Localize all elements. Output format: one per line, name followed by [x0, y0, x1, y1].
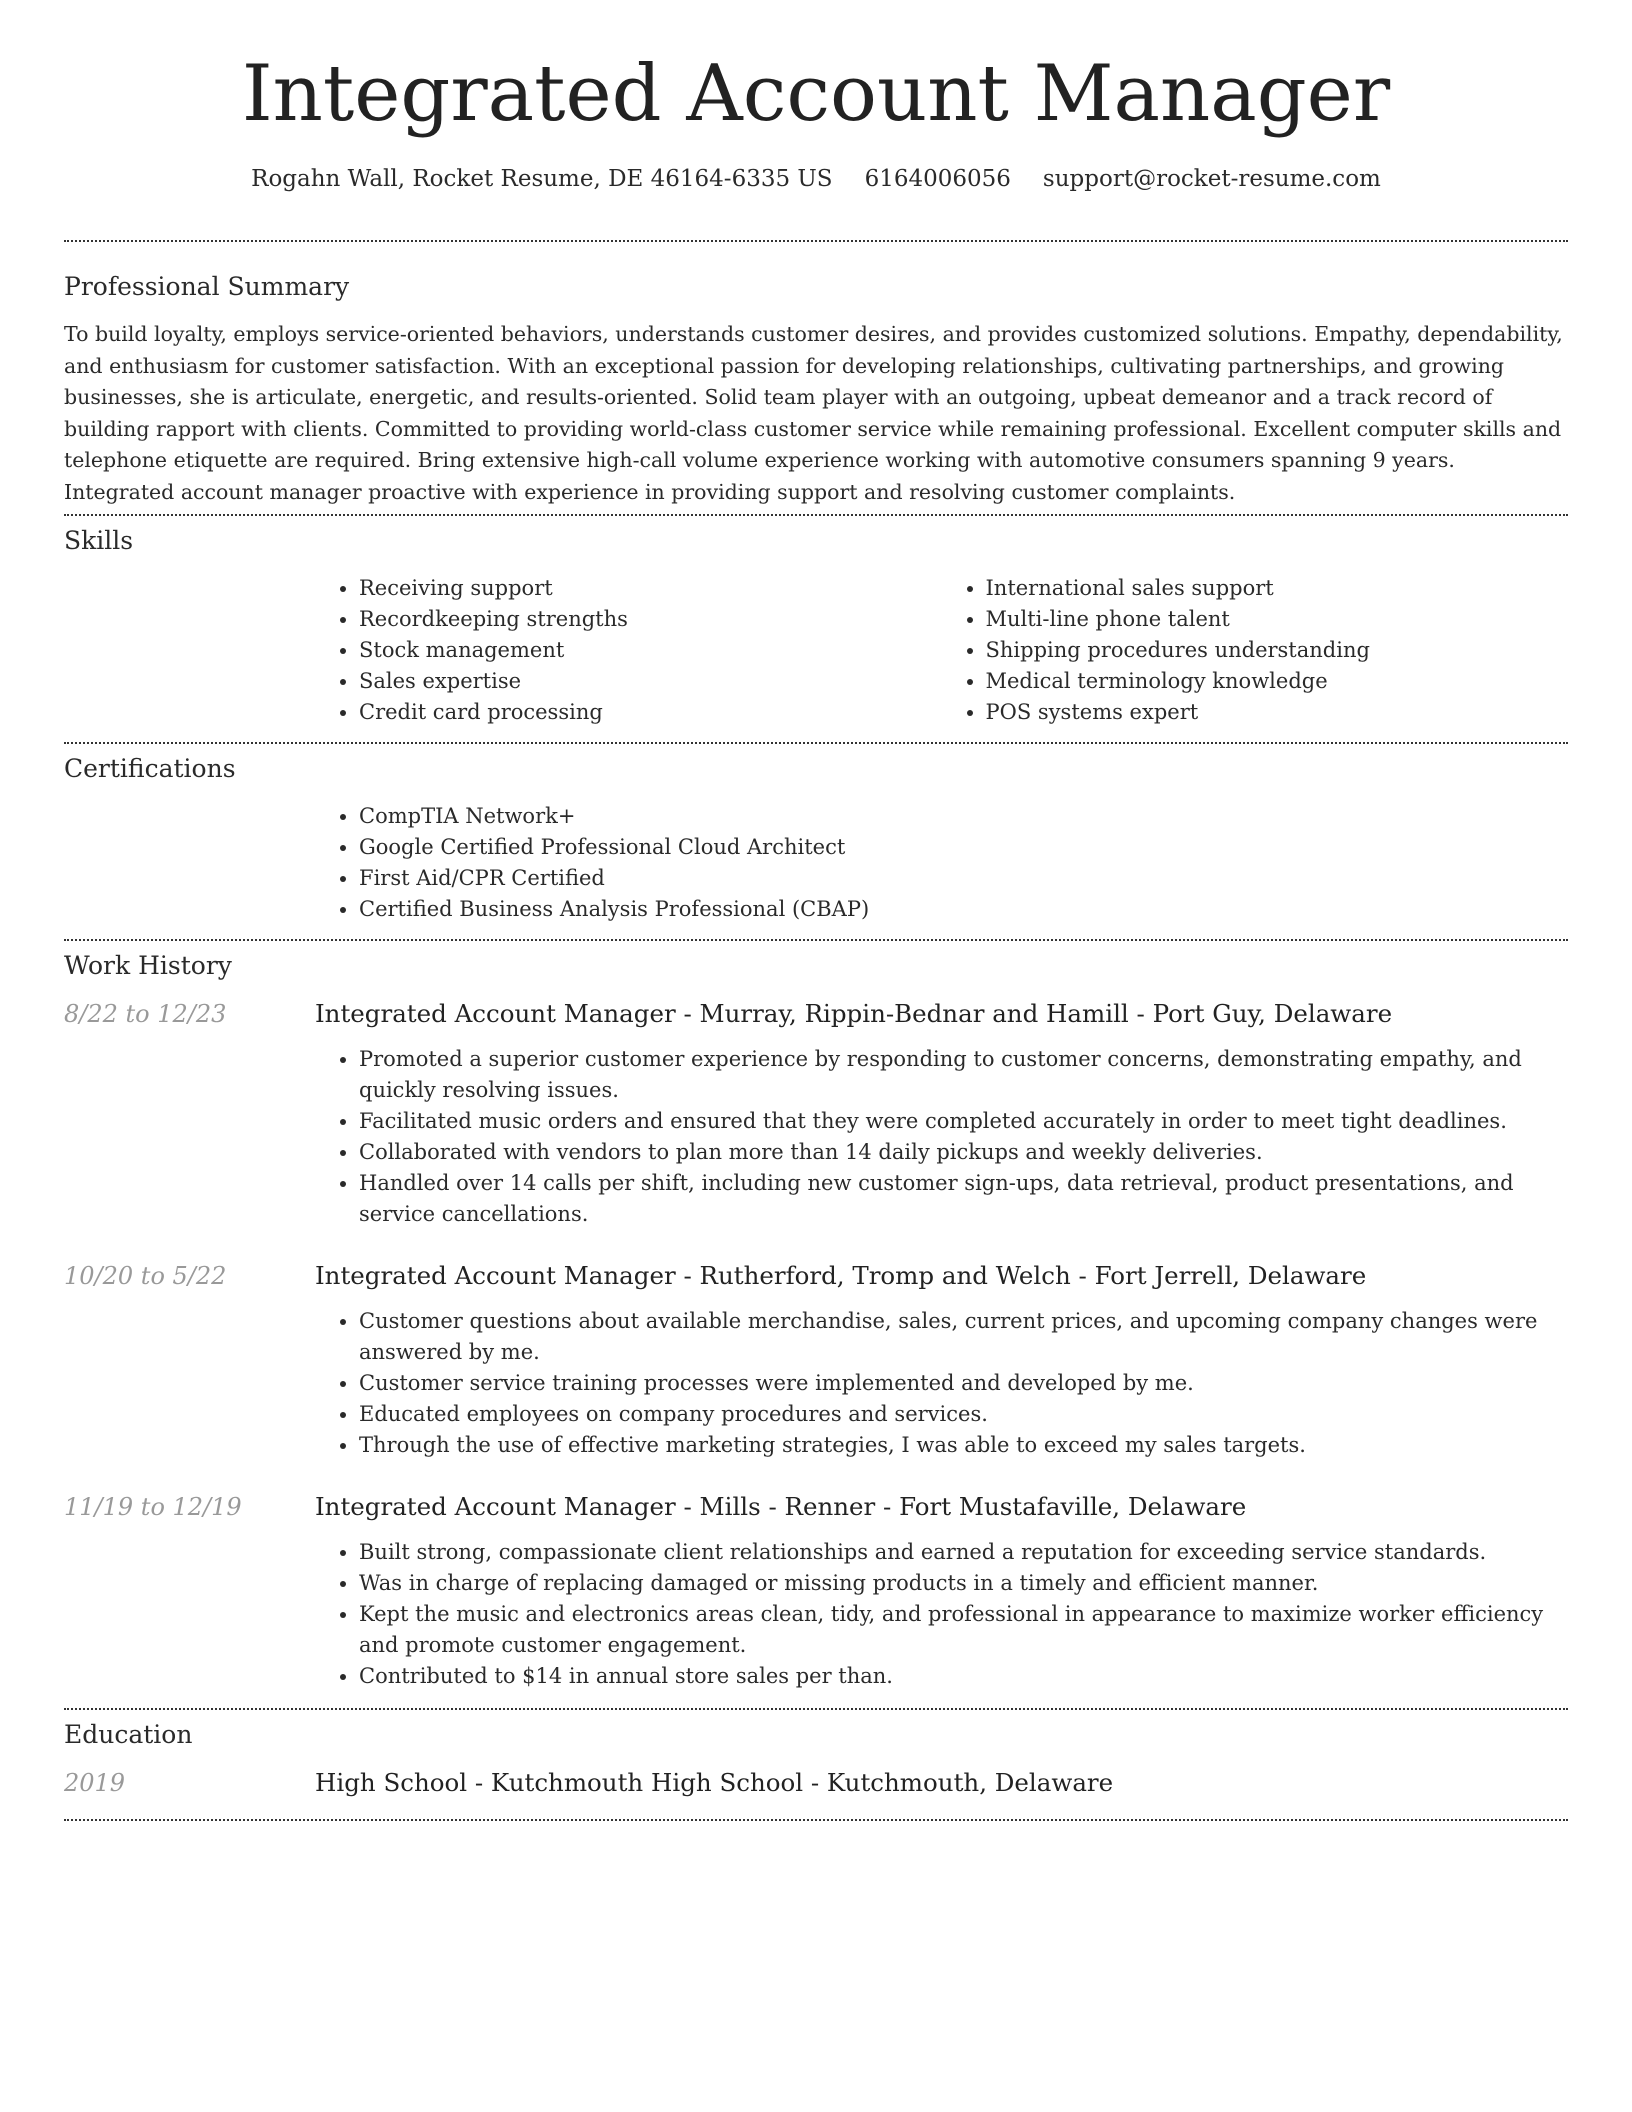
job-bullet: • Facilitated music orders and ensured that they were completed accurately in order to meet tight deadlines.: [359, 1106, 1568, 1137]
skill-item: • POS systems expert: [986, 697, 1569, 728]
job-bullet: • Contributed to $14 in annual store sales per than.: [359, 1661, 1568, 1692]
certification-item: • CompTIA Network+: [359, 801, 1568, 832]
work-history-section: [64, 941, 1568, 1692]
contact-phone[interactable]: 6164006056: [864, 165, 1011, 192]
skill-item: • Sales expertise: [359, 666, 942, 697]
job-bullet: • Collaborated with vendors to plan more than 14 daily pickups and weekly deliveries.: [359, 1137, 1568, 1168]
job-entry: [64, 1260, 1568, 1461]
education-title: High School - Kutchmouth High School - Kutchmouth, Delaware: [315, 1768, 1114, 1797]
job-bullet: • Educated employees on company procedures and services.: [359, 1399, 1568, 1430]
skills-list-right: [942, 573, 1569, 728]
section-title-skills: Skills: [64, 526, 134, 555]
job-bullet: • Handled over 14 calls per shift, including new customer sign-ups, data retrieval, product presentations, and service cancellations.: [359, 1168, 1568, 1230]
section-title-summary: Professional Summary: [64, 272, 350, 301]
job-bullet: • Through the use of effective marketing strategies, I was able to exceed my sales targets.: [359, 1430, 1568, 1461]
skill-item: • Receiving support: [359, 573, 942, 604]
education-date: 2019: [64, 1769, 126, 1797]
job-entry: [64, 998, 1568, 1230]
section-divider: [64, 1819, 1568, 1821]
job-dates: 11/19 to 12/19: [64, 1493, 242, 1521]
certifications-list: [315, 801, 1568, 925]
job-bullet: • Kept the music and electronics areas clean, tidy, and professional in appearance to maximize worker efficiency and promote customer engagement.: [359, 1599, 1568, 1661]
job-bullet: • Built strong, compassionate client relationships and earned a reputation for exceeding service standards.: [359, 1537, 1568, 1568]
skills-section: [64, 516, 1568, 742]
skill-item: • Shipping procedures understanding: [986, 635, 1569, 666]
certification-item: • Google Certified Professional Cloud Architect: [359, 832, 1568, 863]
education-section: [64, 1710, 1568, 1819]
resume-name: Integrated Account Manager: [241, 49, 1391, 139]
job-body: [315, 1260, 1568, 1461]
skill-item: • Recordkeeping strengths: [359, 604, 942, 635]
certification-item: • First Aid/CPR Certified: [359, 863, 1568, 894]
job-bullet: • Customer service training processes were implemented and developed by me.: [359, 1368, 1568, 1399]
section-title-certifications: Certifications: [64, 754, 236, 783]
summary-text: To build loyalty, employs service-oriented behaviors, understands customer desires, and provides customized solutions. Empathy, dependability, and enthusiasm for customer satisfaction. With an exceptional passion for developing relationships, cultivating partnerships, and growing businesses, she is articulate, energetic, and results-oriented. Solid team player with an outgoing, upbeat demeanor and a track record of building rapport with clients. Committed to providing world-class customer service while remaining professional. Excellent computer skills and telephone etiquette are required. Bring extensive high-call volume experience working with automotive consumers spanning 9 years. Integrated account manager proactive with experience in providing support and resolving customer complaints.: [64, 322, 1563, 504]
job-bullets: [315, 1306, 1568, 1461]
certifications-list-wrap: [315, 801, 1568, 925]
job-body: [315, 998, 1568, 1230]
contact-line: [0, 166, 1632, 192]
skill-item: • Multi-line phone talent: [986, 604, 1569, 635]
contact-email[interactable]: support@rocket-resume.com: [1042, 165, 1381, 192]
skill-item: • Medical terminology knowledge: [986, 666, 1569, 697]
job-bullets: [315, 1537, 1568, 1692]
resume-content: [64, 240, 1568, 1821]
job-bullets: [315, 1044, 1568, 1230]
skill-item: • Stock management: [359, 635, 942, 666]
skill-item: • International sales support: [986, 573, 1569, 604]
education-entry: [64, 1767, 1568, 1799]
job-title: Integrated Account Manager - Murray, Rippin-Bednar and Hamill - Port Guy, Delaware: [315, 999, 1393, 1028]
skills-list-left: [315, 573, 942, 728]
job-dates: 8/22 to 12/23: [64, 1000, 227, 1028]
section-title-education: Education: [64, 1720, 193, 1749]
job-body: [315, 1491, 1568, 1692]
job-entry: [64, 1491, 1568, 1692]
section-title-work-history: Work History: [64, 951, 232, 980]
job-bullet: • Customer questions about available merchandise, sales, current prices, and upcoming company changes were answered by me.: [359, 1306, 1568, 1368]
summary-section: [64, 242, 1568, 514]
job-title: Integrated Account Manager - Mills - Renner - Fort Mustafaville, Delaware: [315, 1492, 1247, 1521]
skills-grid: [315, 573, 1568, 728]
skill-item: • Credit card processing: [359, 697, 942, 728]
certification-item: • Certified Business Analysis Professional (CBAP): [359, 894, 1568, 925]
job-bullet: • Was in charge of replacing damaged or missing products in a timely and efficient manner.: [359, 1568, 1568, 1599]
certifications-section: [64, 744, 1568, 939]
resume-header: [0, 0, 1632, 192]
contact-address: Rogahn Wall, Rocket Resume, DE 46164-6335 US: [251, 165, 833, 192]
job-bullet: • Promoted a superior customer experience by responding to customer concerns, demonstrating empathy, and quickly resolving issues.: [359, 1044, 1568, 1106]
job-title: Integrated Account Manager - Rutherford, Tromp and Welch - Fort Jerrell, Delaware: [315, 1261, 1367, 1290]
job-dates: 10/20 to 5/22: [64, 1262, 227, 1290]
